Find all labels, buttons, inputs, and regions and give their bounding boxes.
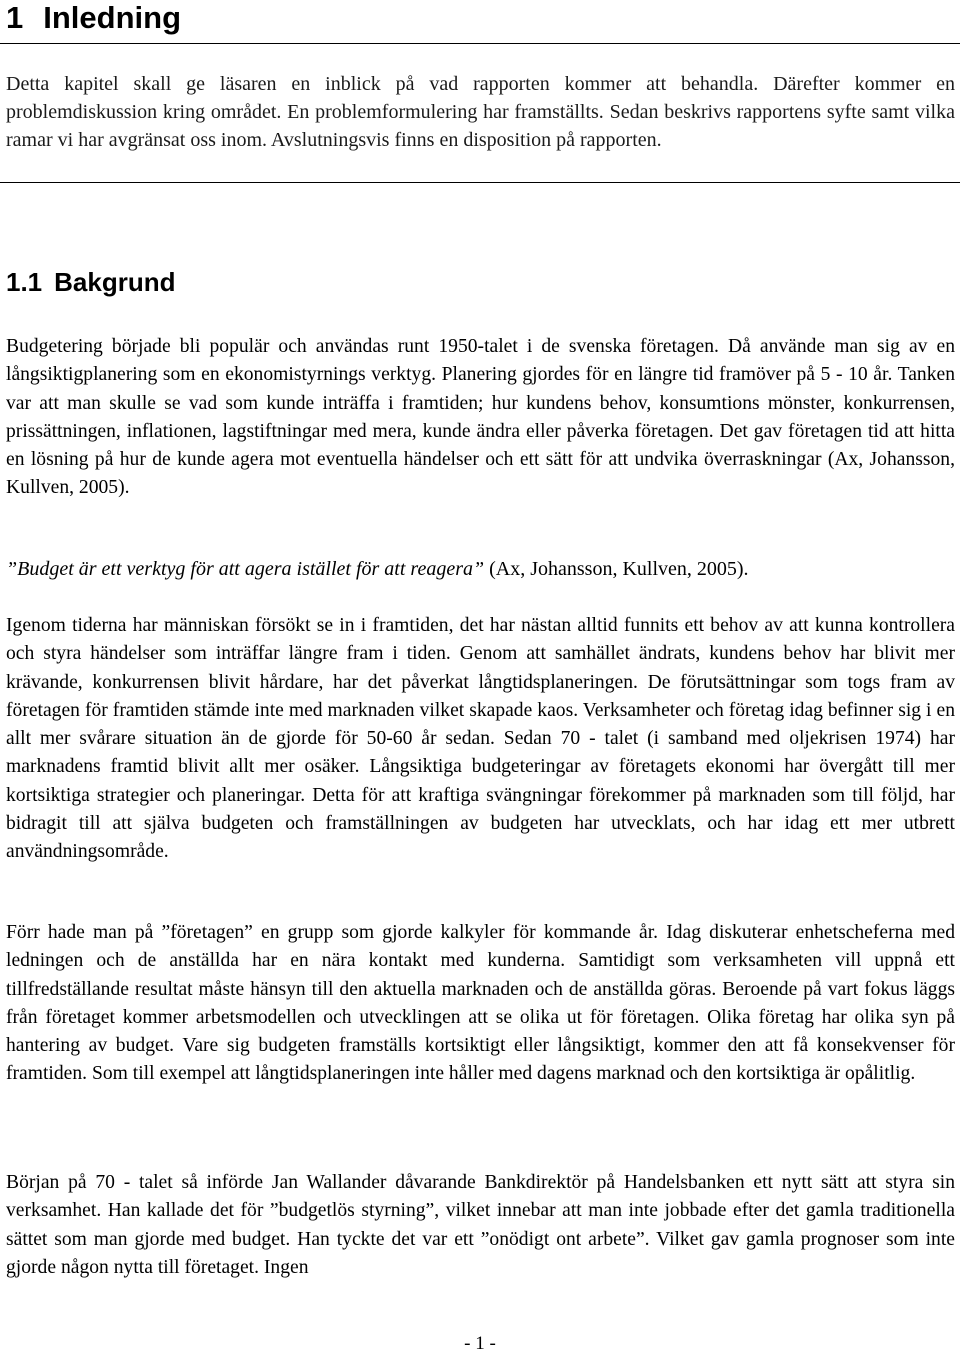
chapter-number: 1 <box>6 0 24 35</box>
chapter-heading <box>6 0 181 36</box>
paragraph-1: Budgetering började bli populär och användas runt 1950-talet i de svenska företagen. Då använde man sig av en långsiktigplanering som en ekonomistyrnings verktyg. Planering gjordes för en längre tid framöver på 5 - 10 år. Tanken var att man skulle se vad som kunde inträffa i framtiden; hur kundens behov, konsumtions mönster, konkurrensen, prissättningen, inflationen, lagstiftningar med mera, kunde ändra eller påverka företagen. Det gav företagen tid att hitta en lösning på hur de kunde agera mot eventuella händelser och ett sätt för att undvika överraskningar (Ax, Johansson, Kullven, 2005). <box>6 336 955 499</box>
page-number: - 1 - <box>464 1333 496 1354</box>
quote-text: ”Budget är ett verktyg för att agera istället för att reagera” <box>6 558 485 580</box>
intro-paragraph: Detta kapitel skall ge läsaren en inblick på vad rapporten kommer att behandla. Därefter kommer en problemdiskussion kring området. En problemformulering har framställts. Sedan beskrivs rapportens syfte samt vilka ramar vi har avgränsat oss inom. Avslutningsvis finns en disposition på rapporten. <box>6 73 955 151</box>
paragraph-3: Förr hade man på ”företagen” en grupp som gjorde kalkyler för kommande år. Idag diskuterar enhetscheferna med ledningen och de anställda har en nära kontakt med kunderna. Samtidigt som verksamheten vill uppnå ett tillfredställande resultat måste hänsyn till den aktuella marknaden och de anställda göras. Beroende på vart fokus läggs från företaget kommer arbetsmodellen och utvecklingen att se olika ut för företagen. Olika företag har olika syn på hantering av budget. Vare sig budgeten framställs kortsiktigt eller långsiktigt, kommer den att få konsekvenser för framtiden. Som till exempel att långtidsplaneringen inte håller med dagens marknad och den kortsiktiga är opålitlig. <box>6 922 955 1085</box>
quote-citation: (Ax, Johansson, Kullven, 2005). <box>489 558 749 580</box>
section-number: 1.1 <box>6 267 43 297</box>
chapter-title: Inledning <box>43 0 182 35</box>
section-title: Bakgrund <box>54 267 176 297</box>
paragraph-4: Början på 70 - talet så införde Jan Wallander dåvarande Bankdirektör på Handelsbanken ett nytt sätt att styra sin verksamhet. Han kallade det för ”budgetlös styrning”, vilket innebar att man inte jobbade efter det gamla traditionella sättet som man gjorde med budget. Han tyckte det var ett ”onödigt ont arbete”. Vilket gav gamla prognoser som inte gjorde någon nytta till företaget. Ingen <box>6 1172 955 1278</box>
paragraph-2: Igenom tiderna har människan försökt se in i framtiden, det har nästan alltid funnits ett behov av att kunna kontrollera och styra händelser som inträffar längre fram i tiden. Genom att samhället ändrats, kundens behov har blivit mer krävande, konkurrensen blivit hårdare, har det påverkat långtidsplaneringen. De förutsättningar som togs fram av företagen för framtiden stämde inte med marknaden vilket skapade kaos. Verksamheter och företag idag befinner sig i en allt mer svårare situation än de gjorde för 50-60 år sedan. Sedan 70 - talet (i samband med oljekrisen 1974) har marknadens framtid blivit allt mer osäker. Långsiktiga budgeteringar av företagets ekonomi har övergått till mer kortsiktiga strategier och planeringar. Detta för att kraftiga svängningar förekommer på marknaden som till följd, har bidragit till att själva budgeten och framställningen av budgeten har utvecklats, och har idag ett mer utbrett användningsområde. <box>6 615 955 863</box>
quote-line <box>6 555 955 583</box>
section-heading <box>6 266 176 298</box>
